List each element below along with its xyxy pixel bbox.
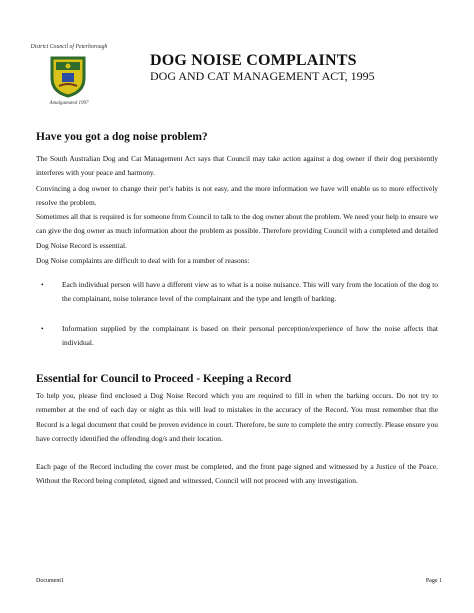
page-subtitle: DOG AND CAT MANAGEMENT ACT, 1995 (150, 69, 375, 83)
page-title: DOG NOISE COMPLAINTS (150, 52, 357, 69)
paragraph: Each page of the Record including the cover must be completed, and the front page signed and witnessed by a Justice of the Peace. Without the Record being completed, signed and witnessed, Council will not proceed with any investigation. (36, 462, 438, 486)
logo-motto: District Council of Peterborough (30, 44, 108, 50)
section-heading-record: Essential for Council to Proceed - Keeping a Record (36, 373, 292, 385)
paragraph: Sometimes all that is required is for someone from Council to talk to the dog owner about the problem. We need your help to ensure we can give the dog owner as much information about the problem as possible. Therefore providing Council with a completed and detailed Dog Noise Record is essential. (36, 212, 438, 250)
footer-page-number: Page 1 (425, 578, 442, 584)
logo-caption: Amalgamated 1997 (49, 101, 89, 106)
council-logo (28, 44, 110, 110)
bullet-text: Information supplied by the complainant is based on their personal perception/experience of how the noise affects that individual. (62, 324, 438, 348)
bullet-icon: • (41, 280, 44, 289)
paragraph: Dog Noise complaints are difficult to deal with for a number of reasons: (36, 256, 250, 265)
paragraph: Convincing a dog owner to change their pet’s habits is not easy, and the more information we have will enable us to more effectively resolve the problem. (36, 184, 438, 208)
section-heading-problem: Have you got a dog noise problem? (36, 131, 208, 143)
shield-crest-icon (50, 56, 86, 98)
paragraph: The South Australian Dog and Cat Management Act says that Council may take action against a dog owner if their dog persistently interferes with your peace and harmony. (36, 154, 438, 178)
paragraph: To help you, please find enclosed a Dog Noise Record which you are required to fill in when the barking occurs. Do not try to remember at the end of each day or night as this will lead to mistakes in the accuracy of the Record. You must remember that the Record is a legal document that could be proven evidence in court. Therefore, be sure to complete the entry correctly. Please ensure you have correctly identified the offending dog/s and their location. (36, 391, 438, 444)
footer-document-name: Document1 (36, 578, 64, 584)
bullet-icon: • (41, 324, 44, 333)
bullet-text: Each individual person will have a different view as to what is a noise nuisance. This will vary from the location of the dog to the complainant, noise tolerance level of the complainant and the type and length of barking. (62, 280, 438, 304)
